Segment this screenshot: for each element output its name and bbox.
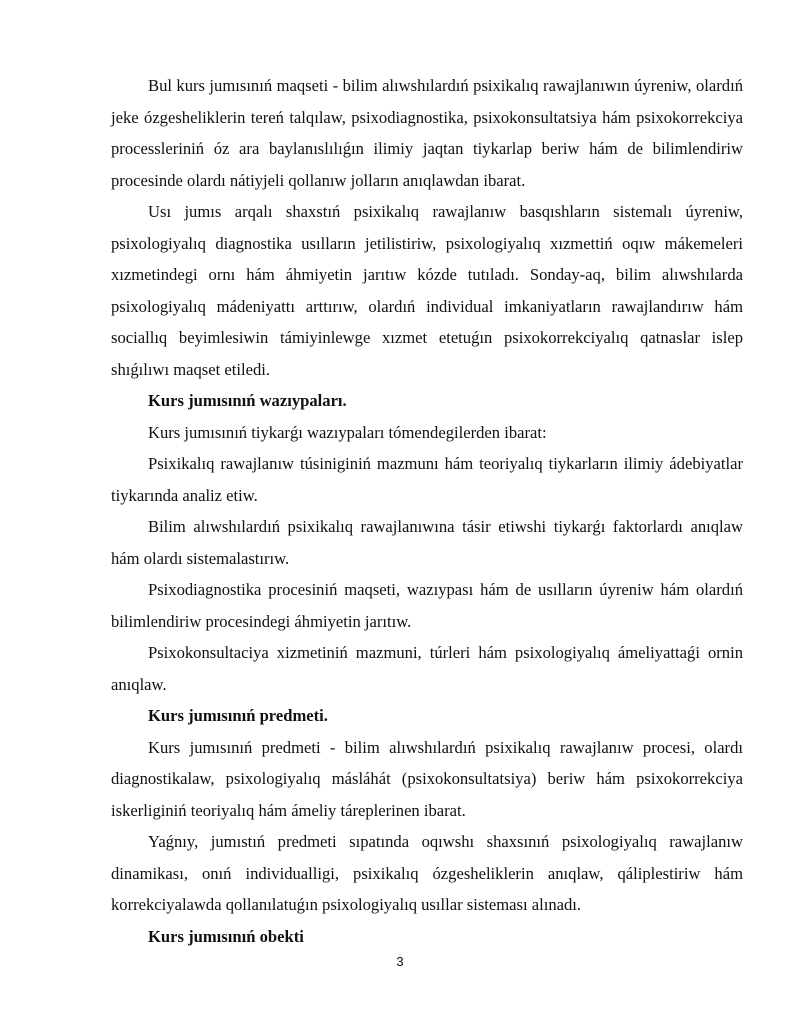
heading-tasks: Kurs jumısınıń wazıypaları. xyxy=(148,391,347,410)
document-body xyxy=(111,70,743,952)
paragraph-tasks-intro: Kurs jumısınıń tiykarǵı wazıypaları tómendegilerden ibarat: xyxy=(148,422,547,442)
paragraph-purpose: Bul kurs jumısınıń maqseti - bilim alıwshılardıń psixikalıq rawajlanıwın úyreniw, olardıń jeke ózgesheliklerin tereń talqılaw, psixodiagnostika, psixokonsultatsiya hám psixokorrekciya processleriniń óz ara baylanıslılıǵın ilimiy jaqtan tiykarlap beriw hám de bilimlendiriw procesinde olardı nátiyjeli qollanıw jolların anıqlawdan ibarat. xyxy=(111,76,743,190)
heading-subject: Kurs jumısınıń predmeti. xyxy=(148,706,328,725)
heading-object: Kurs jumısınıń obekti xyxy=(148,926,304,946)
paragraph-subject-details: Yaǵnıy, jumıstıń predmeti sıpatında oqıwshı shaxsınıń psixologiyalıq rawajlanıw dinamikası, onıń individualligi, psixikalıq ózgesheliklerin anıqlaw, qáliplestiriw hám korrekciyalawda qollanılatuǵın psixologiyalıq usıllar sisteması alınadı. xyxy=(111,832,743,914)
paragraph-task-3: Psixodiagnostika procesiniń maqseti, wazıypası hám de usılların úyreniw hám olardıń bilimlendiriw procesindegi áhmiyetin jarıtıw. xyxy=(111,580,743,631)
paragraph-task-2: Bilim alıwshılardıń psixikalıq rawajlanıwına tásir etiwshi tiykarǵı faktorlardı anıqlaw hám olardı sistemalastırıw. xyxy=(111,517,743,568)
page-number: 3 xyxy=(396,954,404,969)
paragraph-task-1: Psixikalıq rawajlanıw túsiniginiń mazmunı hám teoriyalıq tiykarların ilimiy ádebiyatlar tiykarında analiz etiw. xyxy=(111,454,743,505)
paragraph-task-4: Psixokonsultaciya xizmetiniń mazmuni, túrleri hám psixologiyalıq ámeliyattaǵi ornin anıqlaw. xyxy=(111,643,743,694)
paragraph-purpose-details: Usı jumıs arqalı shaxstıń psixikalıq rawajlanıw basqıshların sistemalı úyreniw, psixologiyalıq diagnostika usılların jetilistiriw, psixologiyalıq xızmettiń oqıw mákemeleri xızmetindegi ornı hám áhmiyetin jarıtıw kózde tutıladı. Sonday-aq, bilim alıwshılarda psixologiyalıq mádeniyattı arttırıw, olardıń individual imkaniyatların rawajlandırıw hám sociallıq beyimlesiwin támiyinlewge xızmet etetuǵın psixokorrekciyalıq qatnaslar islep shıǵılıwı maqset etiledi. xyxy=(111,202,743,379)
paragraph-subject: Kurs jumısınıń predmeti - bilim alıwshılardıń psixikalıq rawajlanıw procesi, olardı diagnostikalaw, psixologiyalıq másláhát (psixokonsultatsiya) beriw hám psixokorrekciya iskerliginiń teoriyalıq hám ámeliy táreplerinen ibarat. xyxy=(111,737,743,820)
